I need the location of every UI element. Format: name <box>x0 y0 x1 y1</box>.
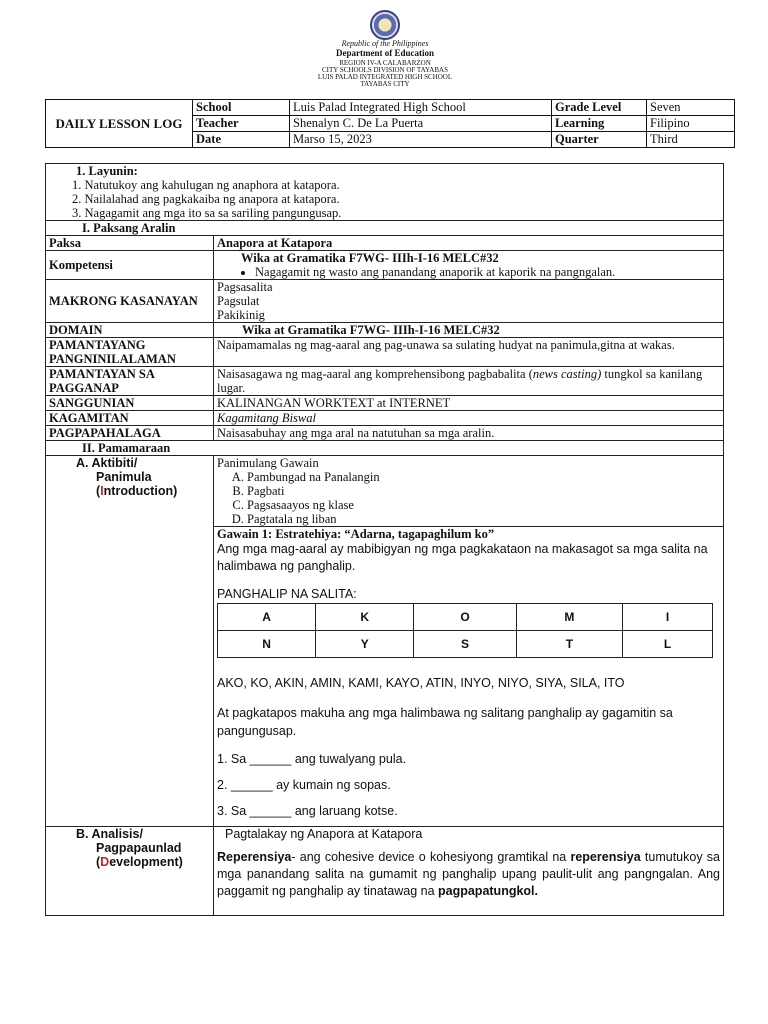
makro-label: MAKRONG KASANAYAN <box>46 280 214 323</box>
letter-grid <box>217 603 713 658</box>
paksang-heading: I. Paksang Aralin <box>46 221 724 236</box>
makro-item: Pakikinig <box>217 308 265 322</box>
letter-cell: N <box>218 631 316 658</box>
pamamaraan-heading: II. Pamamaraan <box>46 441 724 456</box>
letter-cell: M <box>516 604 622 631</box>
pamantayang-label: PAMANTAYANG PANGNINILALAMAN <box>46 338 214 367</box>
dll-title: DAILY LESSON LOG <box>46 100 193 148</box>
department-line: Department of Education <box>336 48 434 58</box>
aktibiti-label: A. Aktibiti/ Panimula (Introduction) <box>46 456 214 827</box>
letter-cell: L <box>623 631 713 658</box>
layunin-item: 1. Natutukoy ang kahulugan ng anaphora at katapora. <box>72 178 340 192</box>
panghalip-label: PANGHALIP NA SALITA: <box>217 587 357 601</box>
division-line: CITY SCHOOLS DIVISION OF TAYABAS <box>322 66 448 74</box>
pagganap-label: PAMANTAYAN SA PAGGANAP <box>46 367 214 396</box>
teacher-label: Teacher <box>193 116 290 132</box>
sanggunian-label: SANGGUNIAN <box>46 396 214 411</box>
analisis-title: Pagtalakay ng Anapora at Katapora <box>225 827 423 841</box>
kompetensi-label: Kompetensi <box>46 251 214 280</box>
teacher-value: Shenalyn C. De La Puerta <box>290 116 552 132</box>
lesson-table <box>45 163 724 916</box>
grade-label: Grade Level <box>552 100 647 116</box>
instruction: At pagkatapos makuha ang mga halimbawa ng salitang panghalip ay gagamitin sa pangungusap. <box>217 706 673 738</box>
quarter-label: Quarter <box>552 132 647 148</box>
makro-value <box>214 280 724 323</box>
domain-label: DOMAIN <box>46 323 214 338</box>
kagamitan-value: Kagamitang Biswal <box>214 411 724 426</box>
gawain-1 <box>214 527 724 827</box>
date-label: Date <box>193 132 290 148</box>
analisis-label: B. Analisis/ Pagpapaunlad (Development) <box>46 827 214 916</box>
kompetensi-bullet: • Nagagamit ng wasto ang panandang anaporik at kaporik na pangngalan. <box>255 265 720 279</box>
paksa-value: Anapora at Katapora <box>214 236 724 251</box>
panimulang-gawain <box>214 456 724 527</box>
quarter-value: Third <box>647 132 735 148</box>
makro-item: Pagsasalita <box>217 280 273 294</box>
school-label: School <box>193 100 290 116</box>
school-line: LUIS PALAD INTEGRATED HIGH SCHOOL <box>317 73 453 81</box>
panimulang-heading: Panimulang Gawain <box>217 456 319 470</box>
kagamitan-label: KAGAMITAN <box>46 411 214 426</box>
makro-item: Pagsulat <box>217 294 260 308</box>
layunin-heading: 1. Layunin: <box>76 164 138 178</box>
city-line: TAYABAS CITY <box>360 80 410 88</box>
panimulang-item: D. Pagtatala ng liban <box>247 512 720 526</box>
reperensiya-paragraph: Reperensiya- ang cohesive device o kohesiyong gramtikal na reperensiya tumutukoy sa mga panandang salita na gumamit ng panghalip upang paulit-ulit ang pangngalan. Ang paggamit ng panghalip ay tinatawag na pagpapatungkol. <box>217 850 721 898</box>
pagganap-value: Naisasagawa ng mag-aaral ang komprehensibong pagbabalita (news casting) tungkol sa kanilang lugar. <box>214 367 724 396</box>
letter-cell: T <box>516 631 622 658</box>
info-table <box>45 99 735 148</box>
letter-cell: K <box>316 604 414 631</box>
learning-label: Learning <box>552 116 647 132</box>
pamantayang-value: Naipamamalas ng mag-aaral ang pag-unawa sa sulating hudyat na panimula,gitna at wakas. <box>214 338 724 367</box>
question-1: 1. Sa ______ ang tuwalyang pula. <box>217 752 407 766</box>
pagpapahalaga-label: PAGPAPAHALAGA <box>46 426 214 441</box>
deped-seal-icon <box>370 10 400 40</box>
sanggunian-value: KALINANGAN WORKTEXT at INTERNET <box>214 396 724 411</box>
gawain-title: Gawain 1: Estratehiya: “Adarna, tagapaghilum ko” <box>217 527 495 541</box>
letter-cell: O <box>414 604 516 631</box>
letter-cell: Y <box>316 631 414 658</box>
letter-cell: I <box>623 604 713 631</box>
letter-cell: A <box>218 604 316 631</box>
pagpapahalaga-value: Naisasabuhay ang mga aral na natutuhan sa mga aralin. <box>214 426 724 441</box>
question-3: 3. Sa ______ ang laruang kotse. <box>217 804 398 818</box>
kompetensi-value <box>214 251 724 280</box>
paksa-label: Paksa <box>46 236 214 251</box>
panghalip-words: AKO, KO, AKIN, AMIN, KAMI, KAYO, ATIN, INYO, NIYO, SIYA, SILA, ITO <box>217 676 625 690</box>
layunin-item: 2. Nailalahad ang pagkakaiba ng anapora at katapora. <box>72 192 340 206</box>
learning-value: Filipino <box>647 116 735 132</box>
analisis-content <box>214 827 724 916</box>
domain-value: Wika at Gramatika F7WG- IIIh-I-16 MELC#32 <box>214 323 724 338</box>
kompetensi-title: Wika at Gramatika F7WG- IIIh-I-16 MELC#32 <box>241 251 499 265</box>
grade-value: Seven <box>647 100 735 116</box>
school-value: Luis Palad Integrated High School <box>290 100 552 116</box>
question-2: 2. ______ ay kumain ng sopas. <box>217 778 391 792</box>
region-line: REGION IV-A CALABARZON <box>339 59 431 67</box>
panimulang-item: B. Pagbati <box>247 484 720 498</box>
republic-line: Republic of the Philippines <box>341 39 429 48</box>
panimulang-item: C. Pagsasaayos ng klase <box>247 498 720 512</box>
gawain-desc: Ang mga mag-aaral ay mabibigyan ng mga pagkakataon na makasagot sa mga salita na halimbawa ng panghalip. <box>217 542 708 573</box>
letter-cell: S <box>414 631 516 658</box>
date-value: Marso 15, 2023 <box>290 132 552 148</box>
layunin-section <box>46 164 724 221</box>
layunin-item: 3. Nagagamit ang mga ito sa sa sariling pangungusap. <box>72 206 342 220</box>
panimulang-item: A. Pambungad na Panalangin <box>247 470 720 484</box>
